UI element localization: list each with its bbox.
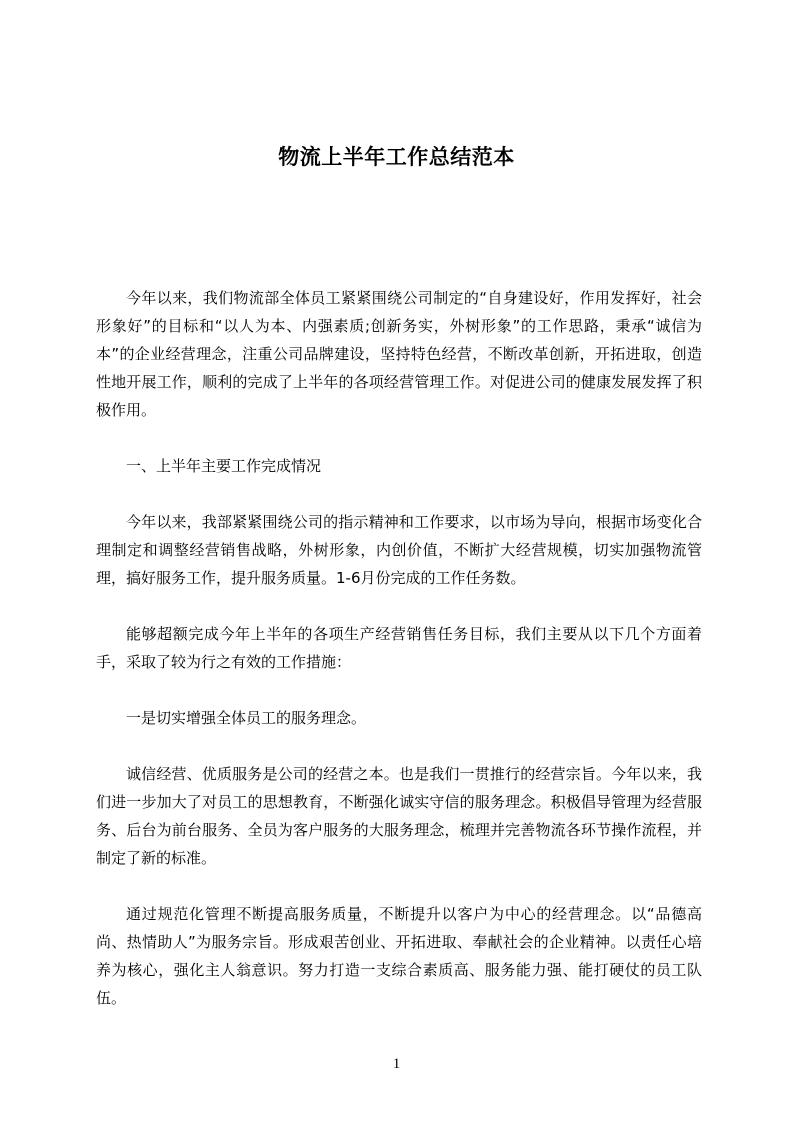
intro-paragraph: 今年以来，我们物流部全体员工紧紧围绕公司制定的“自身建设好，作用发挥好，社会形象好”的目标和“以人为本、内强素质;创新务实，外树形象”的工作思路，秉承“诚信为本”的企业经营理念，注重公司品牌建设，坚持特色经营，不断改革创新，开拓进取，创造性地开展工作，顺利的完成了上半年的各项经营管理工作。对促进公司的健康发展发挥了积极作用。 bbox=[96, 289, 702, 419]
document-body bbox=[96, 284, 702, 1040]
subsection-heading: 一是切实增强全体员工的服务理念。 bbox=[126, 709, 367, 727]
section-heading: 一、上半年主要工作完成情况 bbox=[126, 457, 322, 475]
body-paragraph: 诚信经营、优质服务是公司的经营之本。也是我们一贯推行的经营宗旨。今年以来，我们进一步加大了对员工的思想教育，不断强化诚实守信的服务理念。积极倡导管理为经营服务、后台为前台服务、全员为客户服务的大服务理念，梳理并完善物流各环节操作流程，并制定了新的标准。 bbox=[96, 765, 702, 867]
body-paragraph: 能够超额完成今年上半年的各项生产经营销售任务目标，我们主要从以下几个方面着手，采取了较为行之有效的工作措施： bbox=[96, 625, 702, 671]
body-paragraph: 今年以来，我部紧紧围绕公司的指示精神和工作要求，以市场为导向，根据市场变化合理制定和调整经营销售战略，外树形象，内创价值，不断扩大经营规模，切实加强物流管理，搞好服务工作，提升服务质量。1-6月份完成的工作任务数。 bbox=[96, 513, 702, 587]
document-title: 物流上半年工作总结范本 bbox=[278, 145, 515, 169]
page-number: 1 bbox=[392, 1056, 401, 1072]
body-paragraph: 通过规范化管理不断提高服务质量，不断提升以客户为中心的经营理念。以“品德高尚、热情助人”为服务宗旨。形成艰苦创业、开拓进取、奉献社会的企业精神。以责任心培养为核心，强化主人翁意识。努力打造一支综合素质高、服务能力强、能打硬仗的员工队伍。 bbox=[96, 905, 702, 1007]
